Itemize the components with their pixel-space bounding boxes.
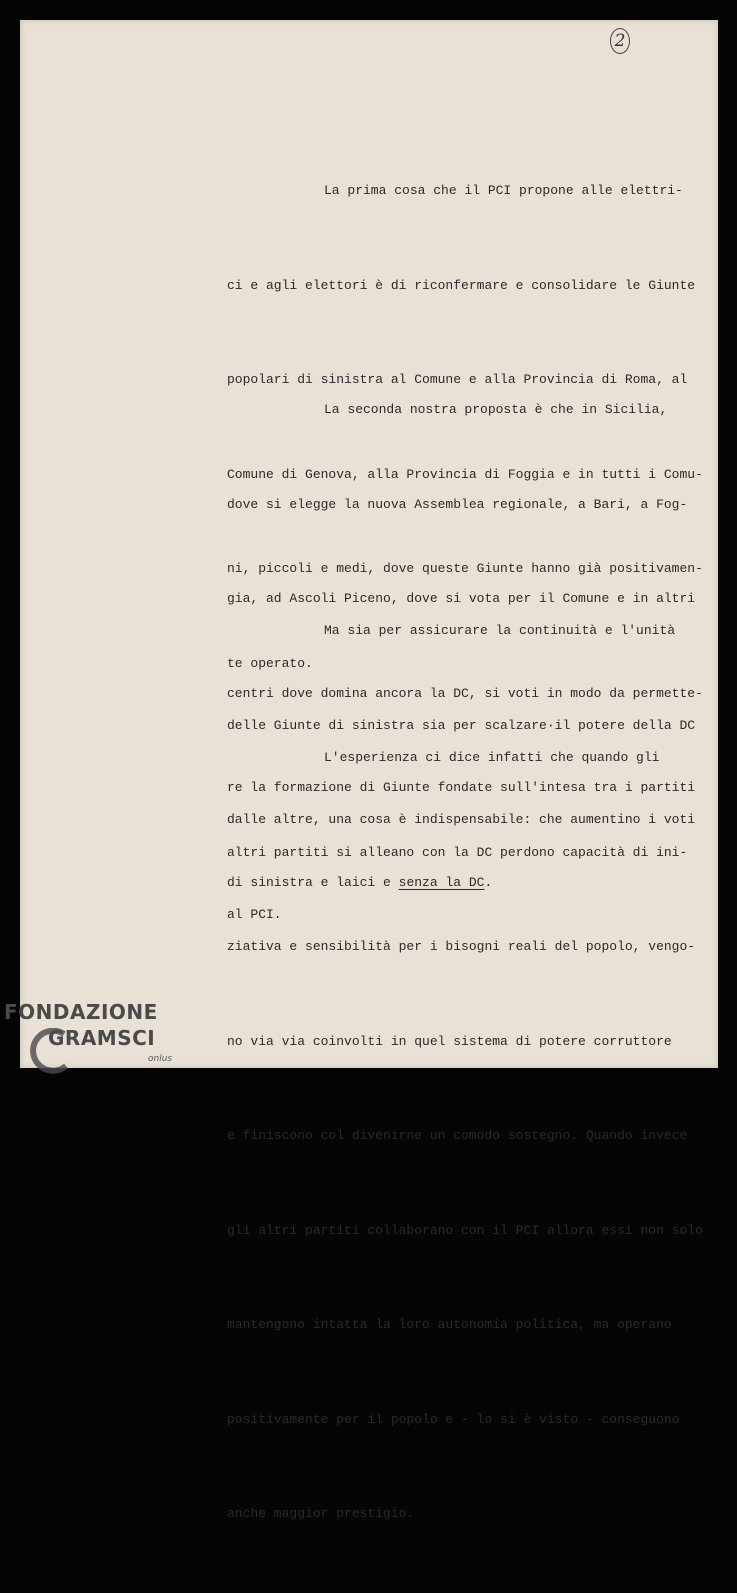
text-line: no via via coinvolti in quel sistema di potere corruttore: [227, 1033, 672, 1049]
page-number: 2: [610, 28, 630, 54]
text-line: L'esperienza ci dice infatti che quando gli: [324, 750, 660, 765]
watermark-line2: GRAMSCI: [48, 1026, 156, 1050]
text-line: Comune di Genova, alla Provincia di Foggia e in tutti i Comu-: [227, 466, 703, 482]
text-line: re la formazione di Giunte fondate sull'intesa tra i partiti: [227, 780, 696, 795]
text-line: ni, piccoli e medi, dove queste Giunte hanno già positivamen-: [227, 561, 703, 576]
text-line: gia, ad Ascoli Piceno, dove si vota per il Comune e in altri: [227, 591, 696, 606]
text-line: Ma sia per assicurare la continuità e l'unità: [324, 623, 676, 638]
text-line: dove si elegge la nuova Assemblea regionale, a Bari, a Fog-: [227, 496, 688, 512]
text-segment: di sinistra e laici e: [227, 874, 399, 890]
text-line: altri partiti si alleano con la DC perdono capacità di ini-: [227, 844, 688, 860]
underlined-text: senza la DC: [398, 874, 485, 890]
text-line: positivamente per il popolo e - lo si è visto - conseguono: [227, 1411, 680, 1427]
document-page: [20, 20, 718, 1521]
text-segment: .: [484, 874, 493, 890]
text-line: e finiscono col divenirne un comodo sostegno. Quando invece: [227, 1128, 688, 1143]
paragraph-4: [227, 679, 703, 1593]
text-line: mantengono intatta la loro autonomia politica, ma operano: [227, 1317, 672, 1332]
text-line: ziativa e sensibilità per i bisogni reali del popolo, vengo-: [227, 939, 696, 954]
text-line: delle Giunte di sinistra sia per scalzare·il potere della DC: [227, 717, 696, 733]
text-line: te operato.: [227, 655, 313, 671]
text-line: al PCI.: [227, 906, 282, 922]
text-line: ci e agli elettori è di riconfermare e consolidare le Giunte: [227, 277, 696, 293]
text-line: La prima cosa che il PCI propone alle elettri-: [324, 183, 683, 198]
text-line: popolari di sinistra al Comune e alla Provincia di Roma, al: [227, 372, 688, 387]
text-line: La seconda nostra proposta è che in Sicilia,: [324, 402, 668, 417]
watermark-line1: FONDAZIONE: [4, 1000, 158, 1024]
watermark-line3: onlus: [148, 1054, 173, 1064]
text-line: centri dove domina ancora la DC, si voti in modo da permette-: [227, 685, 703, 701]
typed-text: [227, 20, 703, 1521]
text-line: anche maggior prestigio.: [227, 1506, 415, 1521]
fondazione-gramsci-watermark: [0, 998, 190, 1080]
text-line: gli altri partiti collaborano con il PCI allora essi non solo: [227, 1222, 703, 1238]
text-line: dalle altre, una cosa è indispensabile: che aumentino i voti: [227, 812, 696, 827]
